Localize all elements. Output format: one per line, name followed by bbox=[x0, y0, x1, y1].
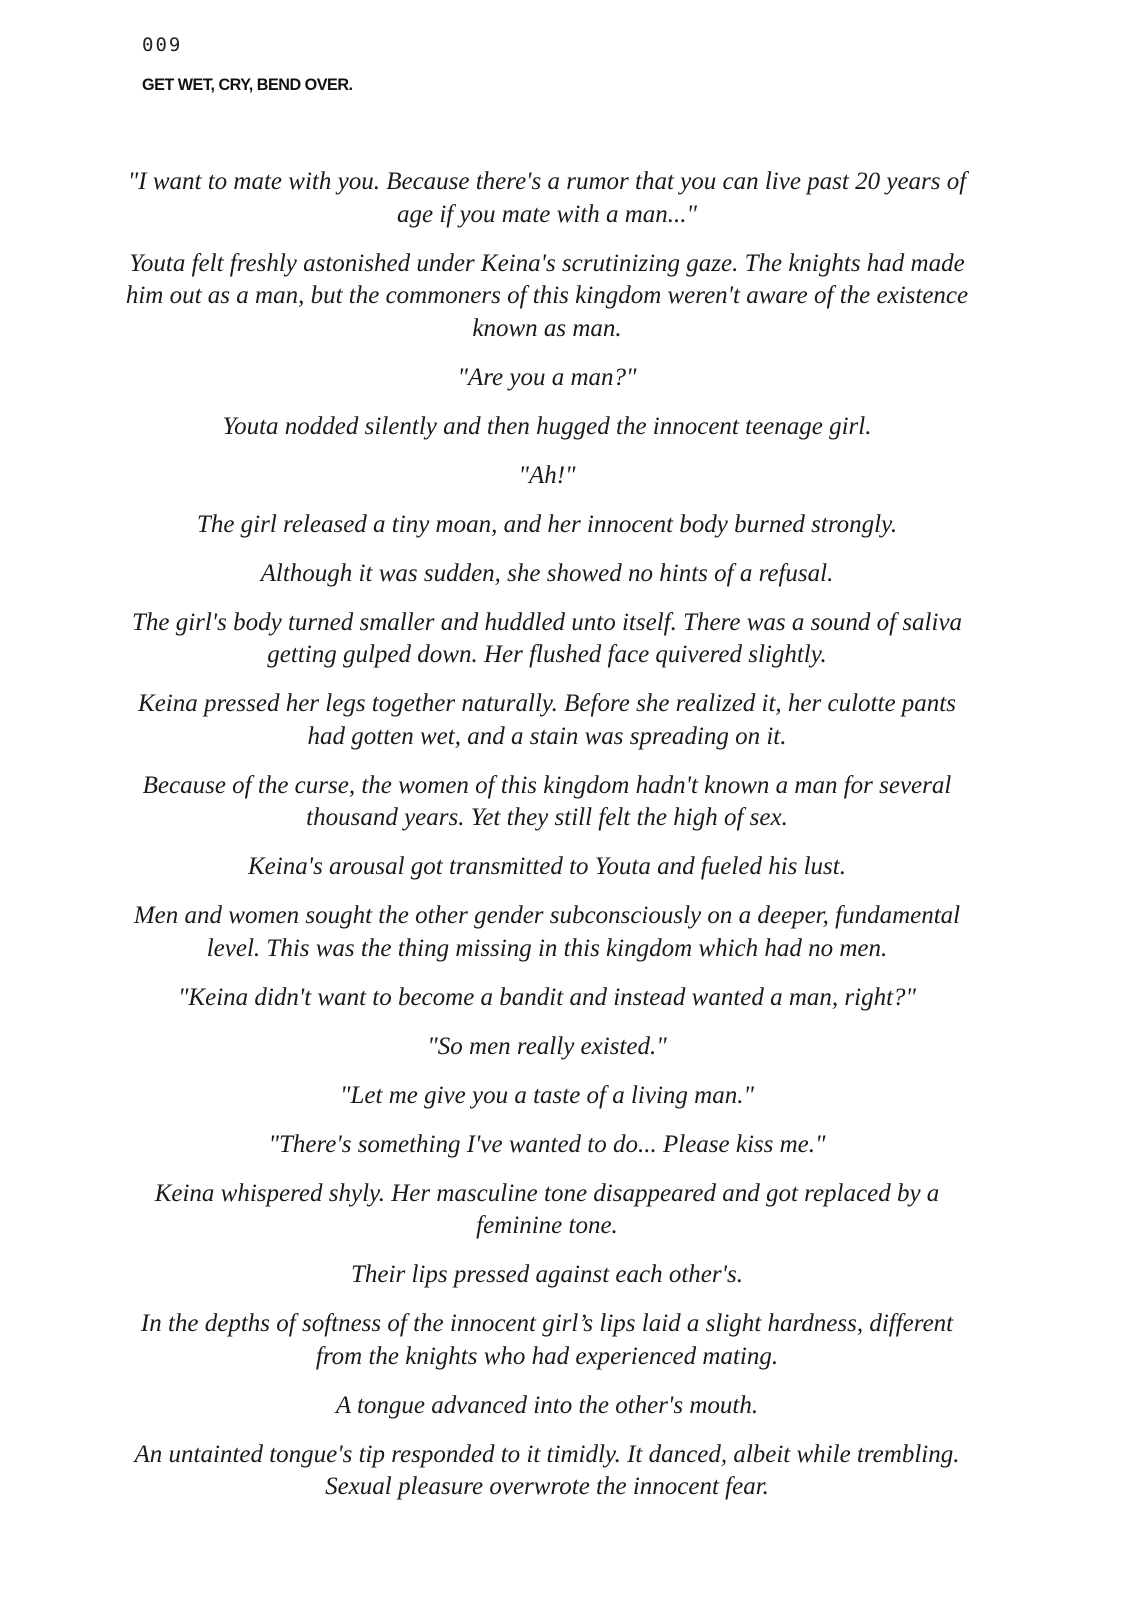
paragraph: Keina pressed her legs together naturally. Before she realized it, her culotte pants had gotten wet, and a stain was spreading on it. bbox=[138, 690, 956, 750]
paragraph: Although it was sudden, she showed no hints of a refusal. bbox=[260, 559, 834, 587]
paragraph: Because of the curse, the women of this kingdom hadn't known a man for several thousand years. Yet they still felt the high of sex. bbox=[142, 771, 952, 831]
paragraph: "I want to mate with you. Because there's a rumor that you can live past 20 years of age if you mate with a man..." bbox=[127, 168, 967, 228]
paragraph: In the depths of softness of the innocent girl’s lips laid a slight hardness, different from the knights who had experienced mating. bbox=[140, 1310, 954, 1370]
paragraph: "Are you a man?" bbox=[457, 363, 637, 391]
chapter-title: GET WET, CRY, BEND OVER. bbox=[142, 75, 353, 94]
paragraph: Youta nodded silently and then hugged the innocent teenage girl. bbox=[222, 412, 872, 440]
paragraph: Youta felt freshly astonished under Keina's scrutinizing gaze. The knights had made him out as a man, but the commoners of this kingdom weren't aware of the existence known as man. bbox=[125, 249, 969, 342]
paragraph: "So men really existed." bbox=[427, 1032, 667, 1060]
paragraph: Keina's arousal got transmitted to Youta and fueled his lust. bbox=[248, 853, 846, 880]
paragraph: An untainted tongue's tip responded to it timidly. It danced, albeit while trembling. Sexual pleasure overwrote the innocent fear. bbox=[134, 1440, 960, 1500]
paragraph: Keina whispered shyly. Her masculine tone disappeared and got replaced by a feminine tone. bbox=[154, 1179, 940, 1239]
paragraph: A tongue advanced into the other's mouth. bbox=[335, 1391, 759, 1419]
paragraph: "Let me give you a taste of a living man." bbox=[340, 1081, 754, 1109]
paragraph: "There's something I've wanted to do... Please kiss me." bbox=[268, 1130, 826, 1158]
page-number: 009 bbox=[142, 34, 183, 56]
body-text bbox=[124, 166, 970, 1520]
paragraph: The girl released a tiny moan, and her innocent body burned strongly. bbox=[196, 510, 898, 538]
paragraph: "Ah!" bbox=[518, 461, 576, 489]
paragraph: Men and women sought the other gender subconsciously on a deeper, fundamental level. This was the thing missing in this kingdom which had no men. bbox=[133, 902, 961, 962]
paragraph: The girl's body turned smaller and huddled unto itself. There was a sound of saliva getting gulped down. Her flushed face quivered slightly. bbox=[131, 608, 963, 668]
paragraph: Their lips pressed against each other's. bbox=[351, 1261, 743, 1288]
paragraph: "Keina didn't want to become a bandit and instead wanted a man, right?" bbox=[177, 983, 917, 1011]
